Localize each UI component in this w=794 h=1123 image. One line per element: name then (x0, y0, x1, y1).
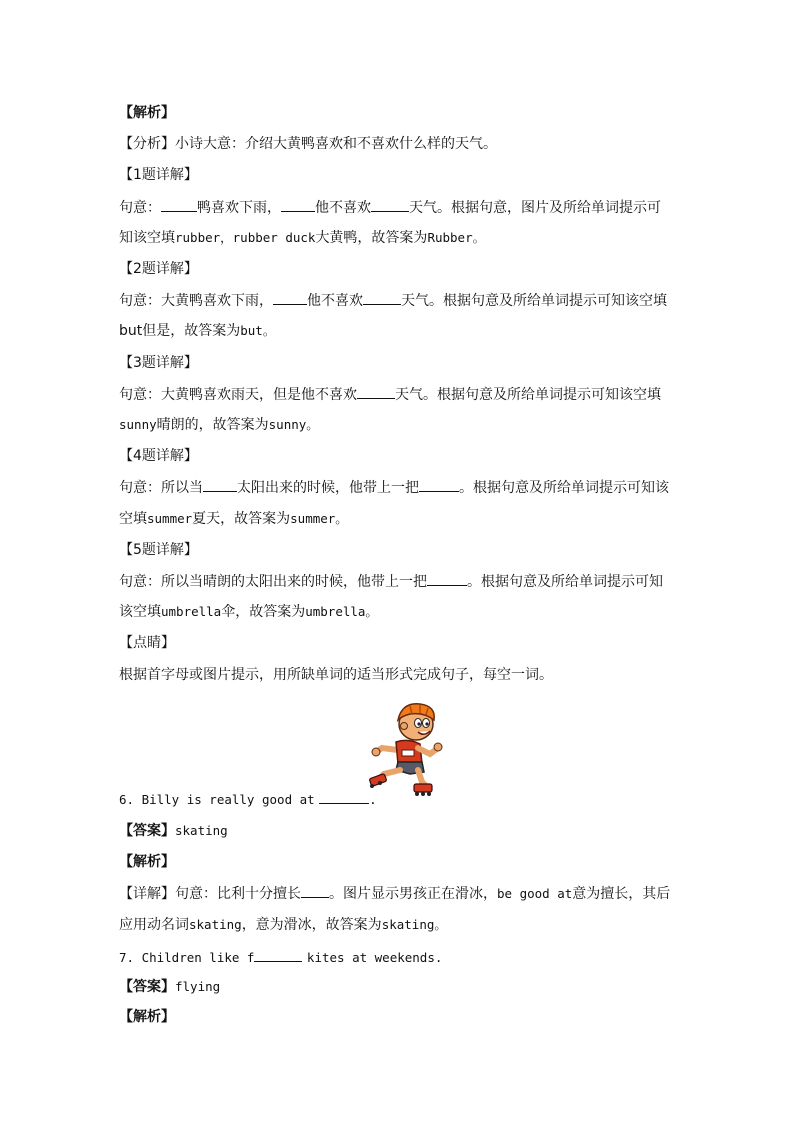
text-segment: 该空填 (119, 604, 161, 620)
instruction (119, 666, 679, 684)
q4-line-1 (119, 478, 679, 497)
q1-line-1 (119, 198, 679, 217)
q4-heading-text: 【4题详解】 (119, 448, 198, 464)
question-6 (119, 790, 679, 809)
q5-heading-text: 【5题详解】 (119, 542, 198, 558)
text-segment: 夏天，故答案为 (192, 511, 291, 527)
english-segment: rubber，rubber duck (175, 230, 316, 245)
answer-value: skating (175, 823, 228, 838)
english-segment: summer。 (290, 511, 348, 526)
english-segment: . (369, 792, 377, 807)
text-segment: but (119, 323, 143, 339)
q5-line-1 (119, 572, 679, 591)
q3-heading-text: 【3题详解】 (119, 355, 198, 371)
text-segment: 。图片显示男孩正在滑冰， (329, 886, 497, 902)
english-segment: skating (189, 917, 242, 932)
english-segment: umbrella (161, 604, 222, 619)
answer-blank (161, 198, 197, 212)
q3-heading (119, 354, 679, 372)
answer-blank (203, 478, 237, 492)
text-segment: 天气。根据句意及所给单词提示可知该空填 (401, 293, 667, 309)
english-segment: 7. Children like f (119, 950, 255, 965)
text-segment: 句意： (119, 200, 161, 216)
text-segment: 句意：大黄鸭喜欢下雨， (119, 293, 273, 309)
answer-blank (301, 884, 329, 898)
analysis-heading-text: 【解析】 (119, 854, 175, 870)
answer-blank (319, 790, 369, 804)
analysis-summary (119, 135, 679, 153)
text-segment: 伞，故答案为 (221, 604, 306, 620)
english-segment: sunny (119, 417, 157, 432)
text-segment: 他不喜欢 (315, 200, 371, 216)
text-segment: 句意：所以当 (119, 480, 203, 496)
q3-line-1 (119, 385, 679, 404)
answer-blank (357, 385, 395, 399)
answer-blank (363, 291, 401, 305)
text-segment: 空填 (119, 511, 147, 527)
q2-heading-text: 【2题详解】 (119, 261, 198, 277)
analysis-heading (119, 104, 679, 122)
answer-blank (273, 291, 307, 305)
detail-6-line-2 (119, 916, 679, 934)
answer-blank (281, 198, 315, 212)
analysis-heading-text: 【解析】 (119, 105, 175, 121)
text-segment: ，意为滑冰，故答案为 (241, 917, 382, 933)
q3-line-2 (119, 416, 679, 434)
answer-7 (119, 978, 679, 996)
english-segment: be good at (497, 886, 573, 901)
text-segment: 应用动名词 (119, 917, 189, 933)
text-segment: 天气。根据句意，图片及所给单词提示可 (409, 200, 661, 216)
detail-6-line-1 (119, 884, 679, 903)
tips-heading-text: 【点睛】 (119, 635, 175, 651)
instruction-text: 根据首字母或图片提示，用所缺单词的适当形式完成句子，每空一词。 (119, 667, 553, 683)
text-segment: 大黄鸭，故答案为 (315, 230, 428, 246)
english-segment: but。 (240, 323, 276, 338)
english-segment: skating。 (381, 917, 447, 932)
answer-label: 【答案】 (119, 823, 175, 839)
text-segment: 但是，故答案为 (142, 323, 241, 339)
text-segment: 。根据句意及所给单词提示可知 (467, 574, 663, 590)
english-segment: kites at weekends. (306, 950, 443, 965)
answer-blank (371, 198, 409, 212)
text-segment: 他不喜欢 (307, 293, 363, 309)
q5-heading (119, 541, 679, 559)
answer-blank (427, 572, 467, 586)
answer-value: flying (175, 979, 221, 994)
text-segment: 【详解】句意：比利十分擅长 (119, 886, 301, 902)
analysis-summary-text: 【分析】小诗大意：介绍大黄鸭喜欢和不喜欢什么样的天气。 (119, 136, 497, 152)
q1-heading (119, 166, 679, 184)
text-segment: 太阳出来的时候，他带上一把 (237, 480, 419, 496)
question-7 (119, 948, 679, 967)
text-segment: 知该空填 (119, 230, 175, 246)
text-segment: 晴朗的，故答案为 (156, 417, 269, 433)
english-segment: umbrella。 (305, 604, 378, 619)
answer-label: 【答案】 (119, 979, 175, 995)
q4-heading (119, 447, 679, 465)
q2-line-1 (119, 291, 679, 310)
english-segment: Rubber。 (427, 230, 486, 245)
text-segment: 鸭喜欢下雨， (197, 200, 281, 216)
q1-line-2 (119, 229, 679, 247)
analysis-heading-7 (119, 1008, 679, 1026)
text-segment: 意为擅长，其后 (572, 886, 671, 902)
text-segment: 天气。根据句意及所给单词提示可知该空填 (395, 387, 661, 403)
english-segment: 6. Billy is really good at (119, 792, 315, 807)
text-segment: 。根据句意及所给单词提示可知该 (459, 480, 669, 496)
english-segment: sunny。 (268, 417, 319, 432)
q2-line-2 (119, 322, 679, 340)
text-segment: 句意：大黄鸭喜欢雨天，但是他不喜欢 (119, 387, 357, 403)
analysis-heading-text: 【解析】 (119, 1009, 175, 1025)
answer-blank (254, 948, 302, 962)
analysis-heading-6 (119, 853, 679, 871)
answer-blank (419, 478, 459, 492)
skating-boy-illustration (368, 698, 450, 798)
english-segment: summer (147, 511, 193, 526)
q5-line-2 (119, 603, 679, 621)
q2-heading (119, 260, 679, 278)
q4-line-2 (119, 510, 679, 528)
q1-heading-text: 【1题详解】 (119, 167, 198, 183)
text-segment: 句意：所以当晴朗的太阳出来的时候，他带上一把 (119, 574, 427, 590)
tips-heading (119, 634, 679, 652)
answer-6 (119, 822, 679, 840)
